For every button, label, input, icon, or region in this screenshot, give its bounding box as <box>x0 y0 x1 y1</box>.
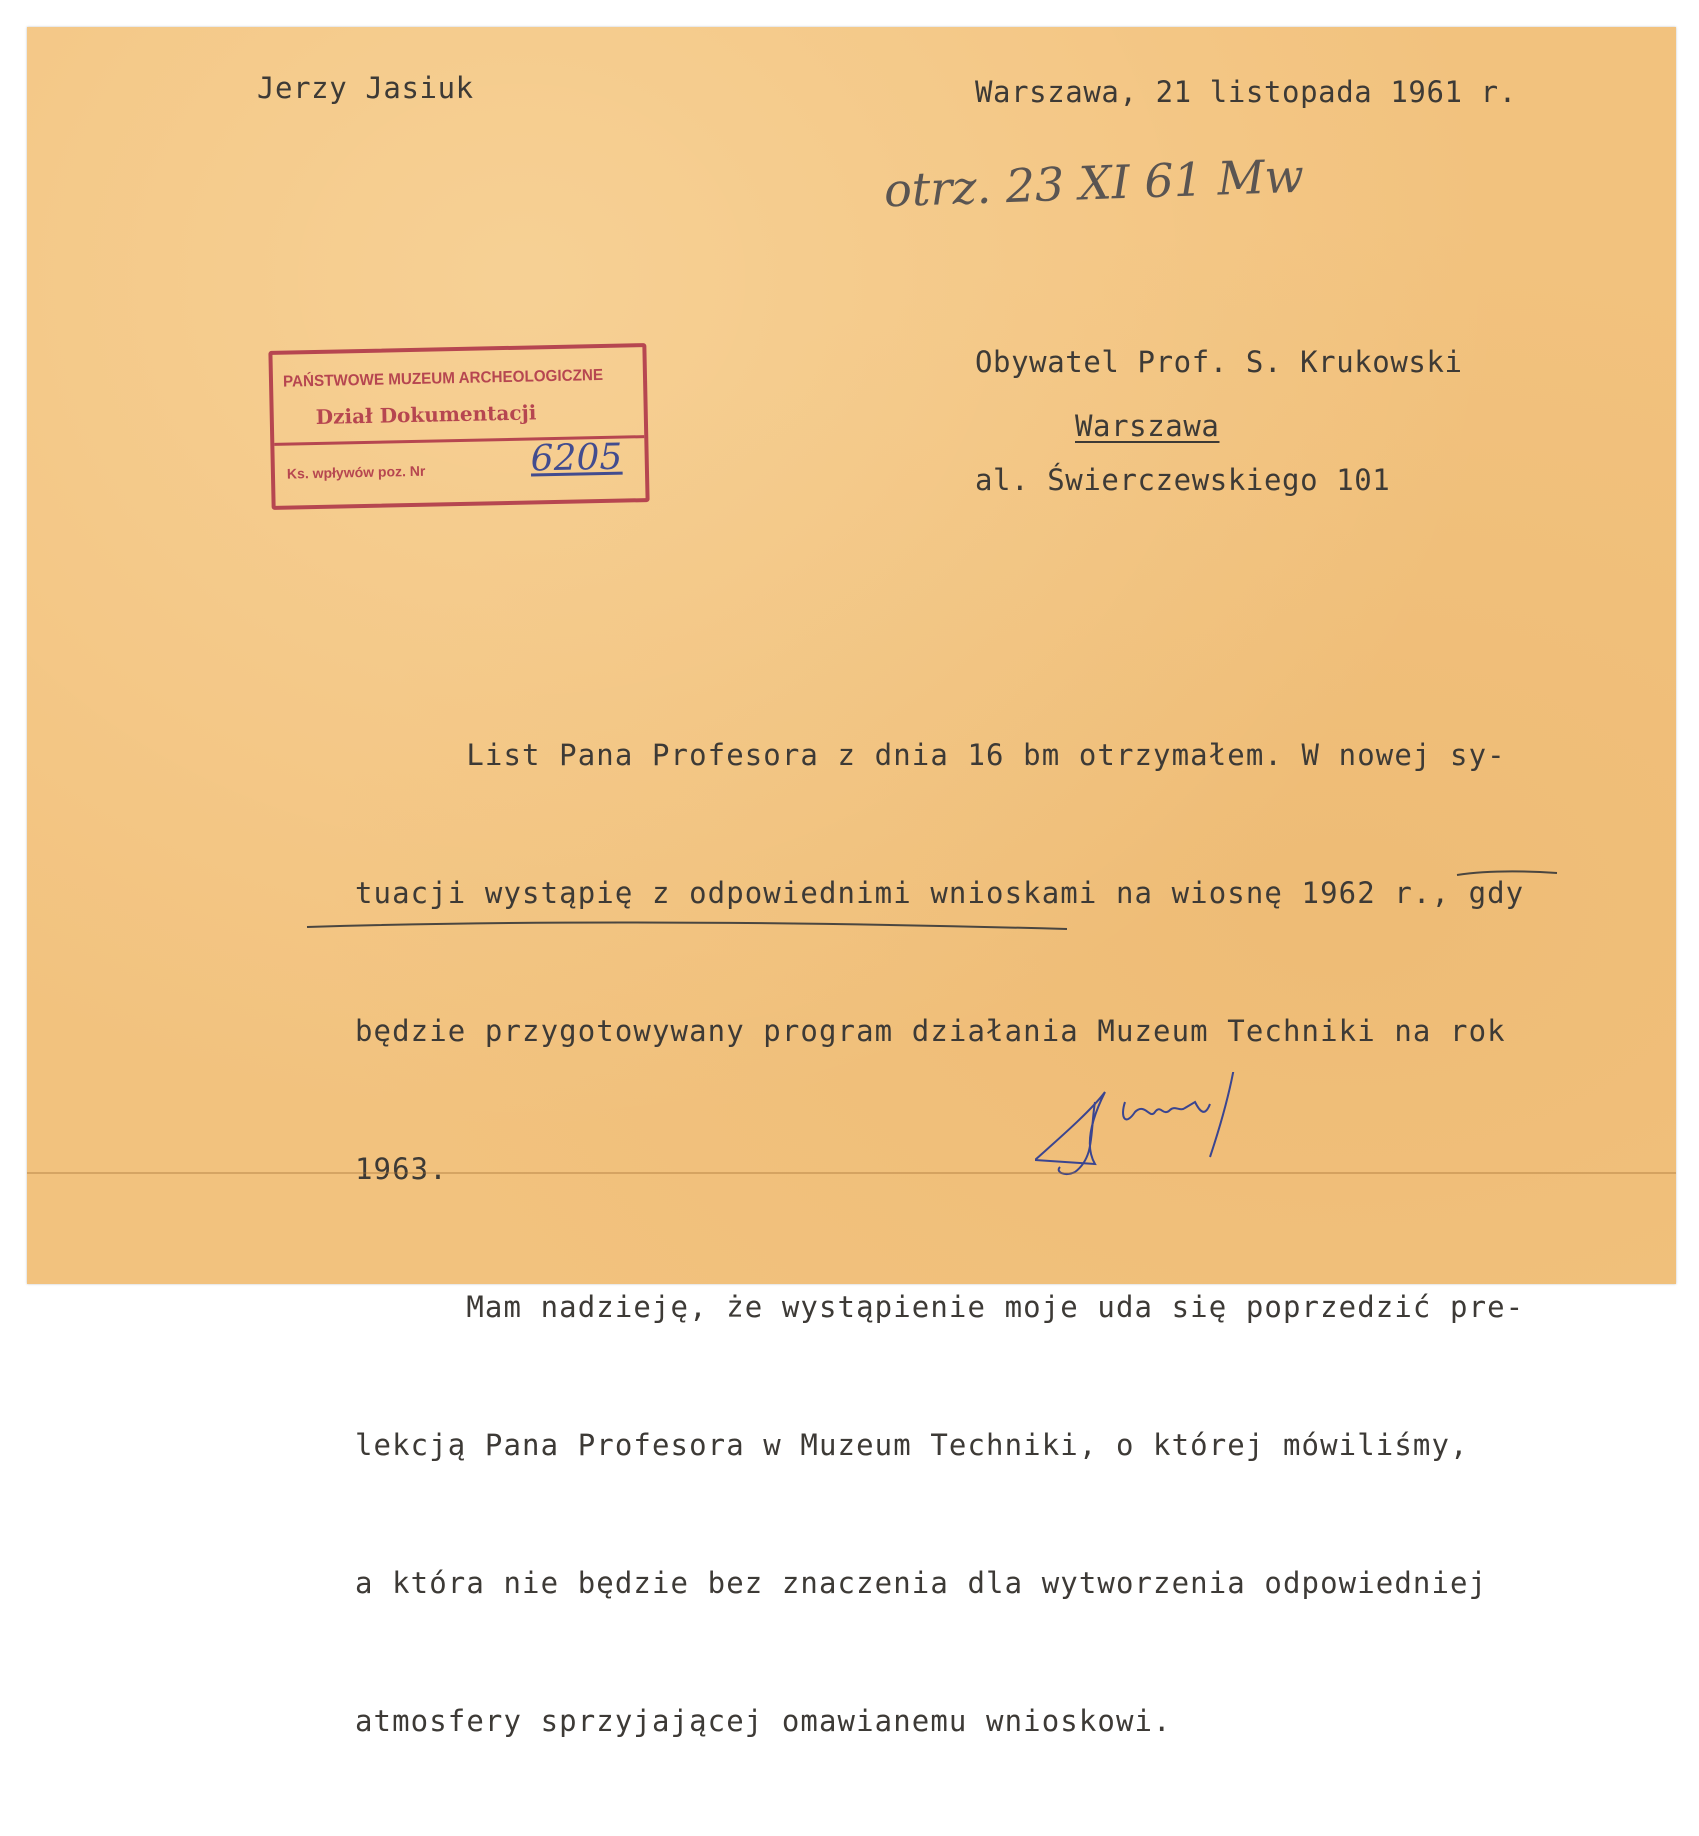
body-line: lekcją Pana Profesora w Muzeum Techniki, o której mówiliśmy, <box>355 1428 1469 1462</box>
signature <box>1035 1072 1285 1186</box>
body-line: tuacji wystąpię z odpowiednimi wnioskami na wiosnę 1962 r., gdy <box>355 876 1525 910</box>
signature-glyph <box>1035 1072 1285 1182</box>
place-date: Warszawa, 21 listopada 1961 r. <box>975 75 1517 109</box>
addressee-city: Warszawa <box>1075 409 1220 443</box>
body-line: 1963. <box>355 1152 448 1186</box>
body-line: List Pana Profesora z dnia 16 bm otrzymałem. W nowej sy- <box>355 738 1506 772</box>
stamp-register-label: Ks. wpływów poz. Nr <box>286 462 426 482</box>
addressee-name: Obywatel Prof. S. Krukowski <box>975 345 1463 379</box>
stamp-institution: PAŃSTWOWE MUZEUM ARCHEOLOGICZNE <box>282 366 604 391</box>
body-line: będzie przygotowywany program działania Muzeum Techniki na rok <box>355 1014 1506 1048</box>
addressee-street: al. Świerczewskiego 101 <box>975 463 1391 497</box>
handwritten-received-note: otrz. 23 XI 61 Mw <box>883 148 1305 218</box>
handwritten-underline <box>27 27 1676 1284</box>
fold-line <box>27 1172 1676 1174</box>
sender-name: Jerzy Jasiuk <box>257 71 474 105</box>
stamp-department: Dział Dokumentacji <box>315 400 537 429</box>
stamp-register-number: 6205 <box>530 436 623 480</box>
letter-page <box>27 27 1676 1738</box>
body-line: atmosfery sprzyjającej omawianemu wnioskowi. <box>355 1704 1172 1738</box>
body-line: a która nie będzie bez znaczenia dla wytworzenia odpowiedniej <box>355 1566 1488 1600</box>
body-line: Mam nadzieję, że wystąpienie moje uda się poprzedzić pre- <box>355 1290 1525 1324</box>
